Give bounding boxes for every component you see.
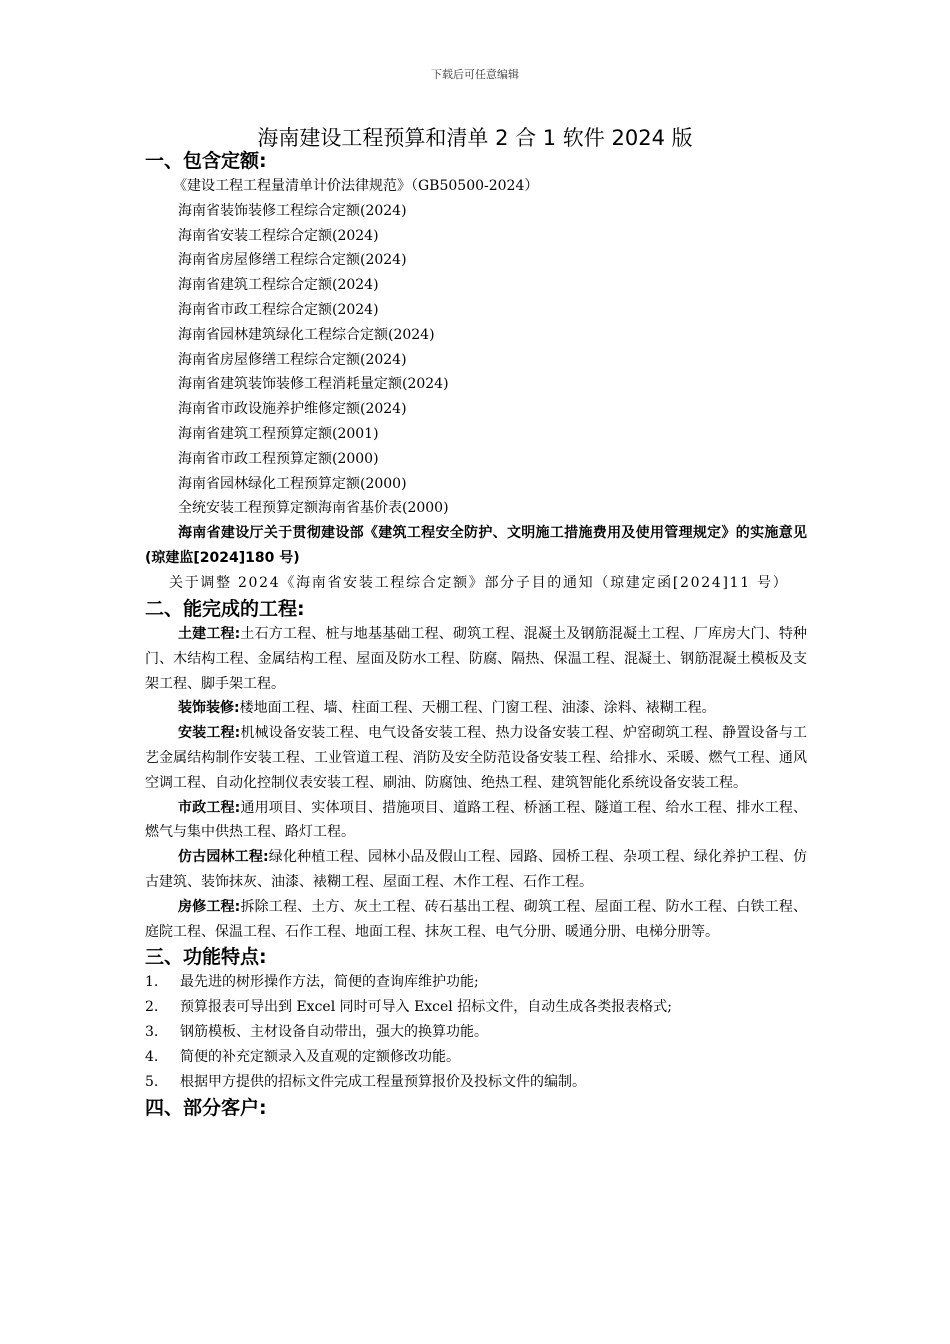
feature-text: 简便的补充定额录入及直观的定额修改功能。 — [180, 1049, 460, 1066]
feature-number: 3. — [145, 1024, 159, 1041]
project-text: 机械设备安装工程、电气设备安装工程、热力设备安装工程、炉窑砌筑工程、静置设备与工艺金属结构制作安装工程、工业管道工程、消防及安全防范设备安装工程、给排水、采暖、燃气工程、通风空调工程、自动化控制仪表安装工程、刷油、防腐蚀、绝热工程、建筑智能化系统设备安装工程。 — [145, 725, 807, 791]
standard-item: 海南省建筑装饰装修工程消耗量定额(2024) — [178, 376, 449, 393]
standard-item: 全统安装工程预算定额海南省基价表(2000) — [178, 500, 449, 517]
standard-item: 海南省园林绿化工程预算定额(2000) — [178, 475, 407, 492]
projects-list — [145, 622, 807, 944]
feature-number: 5. — [145, 1074, 159, 1091]
project-paragraph — [145, 895, 807, 945]
feature-item — [145, 995, 807, 1020]
project-label: 土建工程: — [178, 625, 241, 642]
project-text: 土石方工程、桩与地基基础工程、砌筑工程、混凝土及钢筋混凝土工程、厂库房大门、特种门、木结构工程、金属结构工程、屋面及防水工程、防腐、隔热、保温工程、混凝土、钢筋混凝土模板及支架工程、脚手架工程。 — [145, 625, 807, 692]
project-label: 仿古园林工程: — [178, 849, 269, 866]
standard-item: 海南省建筑工程预算定额(2001) — [178, 425, 379, 442]
section-heading-standards: 一、包含定额: — [145, 150, 267, 172]
project-label: 房修工程: — [178, 898, 241, 915]
feature-text: 钢筋模板、主材设备自动带出，强大的换算功能。 — [180, 1024, 488, 1041]
standard-item: 海南省市政设施养护维修定额(2024) — [178, 401, 407, 418]
feature-item — [145, 970, 807, 995]
project-paragraph — [145, 721, 807, 795]
project-text: 绿化种植工程、园林小品及假山工程、园路、园桥工程、杂项工程、绿化养护工程、仿古建筑、装饰抹灰、油漆、裱糊工程、屋面工程、木作工程、石作工程。 — [145, 849, 807, 890]
section-heading-clients: 四、部分客户: — [145, 1097, 267, 1120]
project-paragraph — [145, 845, 807, 895]
notice-safety-regulation: 海南省建设厅关于贯彻建设部《建筑工程安全防护、文明施工措施费用及使用管理规定》的实施意见(琼建监[2024]180 号) — [145, 525, 807, 566]
standard-item: 海南省建筑工程综合定额(2024) — [178, 277, 379, 294]
features-list — [145, 970, 807, 1095]
standard-item: 海南省装饰装修工程综合定额(2024) — [178, 202, 407, 219]
feature-text: 预算报表可导出到 Excel 同时可导入 Excel 招标文件，自动生成各类报表格式; — [180, 999, 672, 1016]
feature-text: 最先进的树形操作方法，简便的查询库维护功能; — [180, 974, 479, 991]
feature-item — [145, 1020, 807, 1045]
document-title: 海南建设工程预算和清单 2 合 1 软件 2024 版 — [257, 126, 693, 150]
project-label: 装饰装修: — [178, 700, 240, 717]
feature-text: 根据甲方提供的招标文件完成工程量预算报价及投标文件的编制。 — [180, 1074, 586, 1091]
project-paragraph — [145, 622, 807, 696]
page-header: 下载后可任意编辑 — [431, 68, 519, 81]
notice-adjustment: 关于调整 2024《海南省安装工程综合定额》部分子目的通知（琼建定函[2024]11 号） — [169, 575, 789, 592]
standard-item: 海南省房屋修缮工程综合定额(2024) — [178, 351, 407, 368]
project-label: 市政工程: — [178, 799, 241, 816]
feature-number: 4. — [145, 1049, 159, 1066]
standard-item: 海南省市政工程综合定额(2024) — [178, 301, 379, 318]
project-paragraph — [145, 796, 807, 846]
document-body — [145, 148, 807, 1121]
section-heading-features: 三、功能特点: — [145, 946, 267, 969]
standard-item: 海南省安装工程综合定额(2024) — [178, 227, 379, 244]
feature-number: 1. — [145, 974, 159, 991]
feature-number: 2. — [145, 999, 159, 1016]
standard-item: 海南省园林建筑绿化工程综合定额(2024) — [178, 326, 435, 343]
standard-item: 海南省市政工程预算定额(2000) — [178, 450, 379, 467]
standard-item: 《建设工程工程量清单计价法律规范》（GB50500-2024） — [173, 178, 539, 194]
project-text: 楼地面工程、墙、柱面工程、天棚工程、门窗工程、油漆、涂料、裱糊工程。 — [239, 700, 716, 717]
standard-item: 海南省房屋修缮工程综合定额(2024) — [178, 252, 407, 269]
section-heading-projects: 二、能完成的工程: — [145, 597, 305, 620]
feature-item — [145, 1070, 807, 1095]
project-text: 通用项目、实体项目、措施项目、道路工程、桥涵工程、隧道工程、给水工程、排水工程、燃气与集中供热工程、路灯工程。 — [145, 799, 807, 841]
project-label: 安装工程: — [178, 725, 241, 742]
feature-item — [145, 1045, 807, 1070]
standards-list — [145, 174, 807, 521]
project-paragraph — [145, 696, 807, 721]
project-text: 拆除工程、土方、灰土工程、砖石基出工程、砌筑工程、屋面工程、防水工程、白铁工程、庭院工程、保温工程、石作工程、地面工程、抹灰工程、电气分册、暖通分册、电梯分册等。 — [145, 898, 807, 940]
